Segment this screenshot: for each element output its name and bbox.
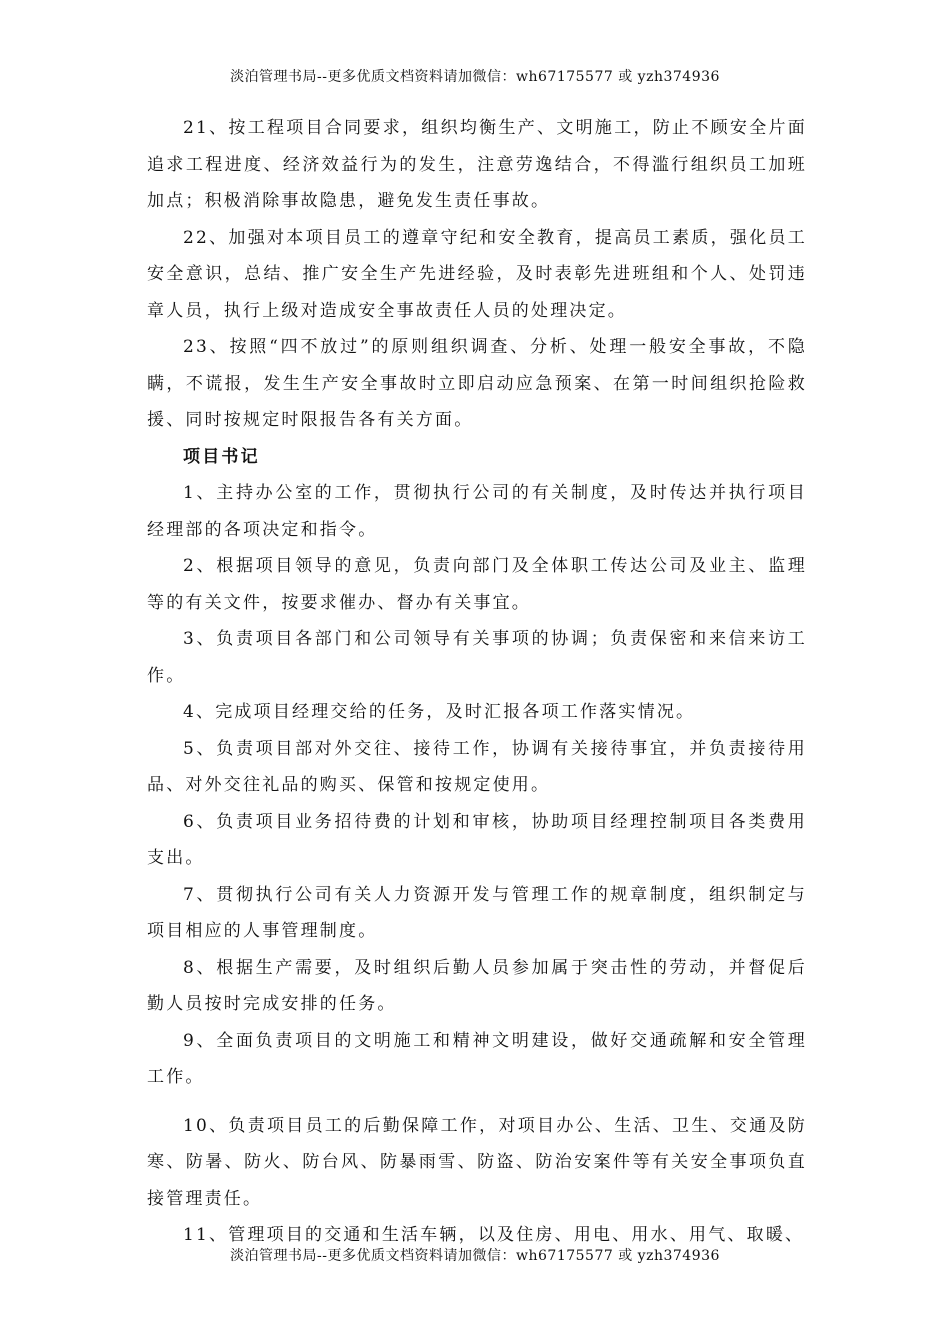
item-9: 9、全面负责项目的文明施工和精神文明建设，做好交通疏解和安全管理工作。 [147,1030,807,1087]
item-1: 1、主持办公室的工作，贯彻执行公司的有关制度，及时传达并执行项目经理部的各项决定和指令。 [147,483,807,540]
item-11: 11、管理项目的交通和生活车辆，以及住房、用电、用水、用气、取暖、 [183,1225,805,1245]
paragraph-22: 22、加强对本项目员工的遵章守纪和安全教育，提高员工素质，强化员工安全意识，总结、推广安全生产先进经验，及时表彰先进班组和个人、处罚违章人员，执行上级对造成安全事故责任人员的处理决定。 [147,227,807,321]
item-4: 4、完成项目经理交给的任务，及时汇报各项工作落实情况。 [183,702,696,722]
item-7: 7、贯彻执行公司有关人力资源开发与管理工作的规章制度，组织制定与项目相应的人事管理制度。 [147,884,807,941]
document-body [147,110,807,1254]
item-2: 2、根据项目领导的意见，负责向部门及全体职工传达公司及业主、监理等的有关文件，按要求催办、督办有关事宜。 [147,556,807,613]
paragraph-23: 23、按照“四不放过”的原则组织调查、分析、处理一般安全事故，不隐瞒，不谎报，发生生产安全事故时立即启动应急预案、在第一时间组织抢险救援、同时按规定时限报告各有关方面。 [147,337,807,430]
item-5: 5、负责项目部对外交往、接待工作，协调有关接待事宜，并负责接待用品、对外交往礼品的购买、保管和按规定使用。 [147,738,807,795]
item-6: 6、负责项目业务招待费的计划和审核，协助项目经理控制项目各类费用支出。 [147,811,807,868]
page-footer: 淡泊管理书局--更多优质文档资料请加微信：wh67175577 或 yzh374936 [230,1248,720,1264]
item-3: 3、负责项目各部门和公司领导有关事项的协调；负责保密和来信来访工作。 [147,629,807,686]
item-10: 10、负责项目员工的后勤保障工作，对项目办公、生活、卫生、交通及防寒、防暑、防火、防台风、防暴雨雪、防盗、防治安案件等有关安全事项负直接管理责任。 [147,1115,807,1209]
item-8: 8、根据生产需要，及时组织后勤人员参加属于突击性的劳动，并督促后勤人员按时完成安排的任务。 [147,957,807,1014]
page-header: 淡泊管理书局--更多优质文档资料请加微信：wh67175577 或 yzh374936 [230,69,720,85]
paragraph-21: 21、按工程项目合同要求，组织均衡生产、文明施工，防止不顾安全片面追求工程进度、经济效益行为的发生，注意劳逸结合，不得滥行组织员工加班加点；积极消除事故隐患，避免发生责任事故。 [147,118,807,211]
section-heading: 项目书记 [183,446,260,467]
